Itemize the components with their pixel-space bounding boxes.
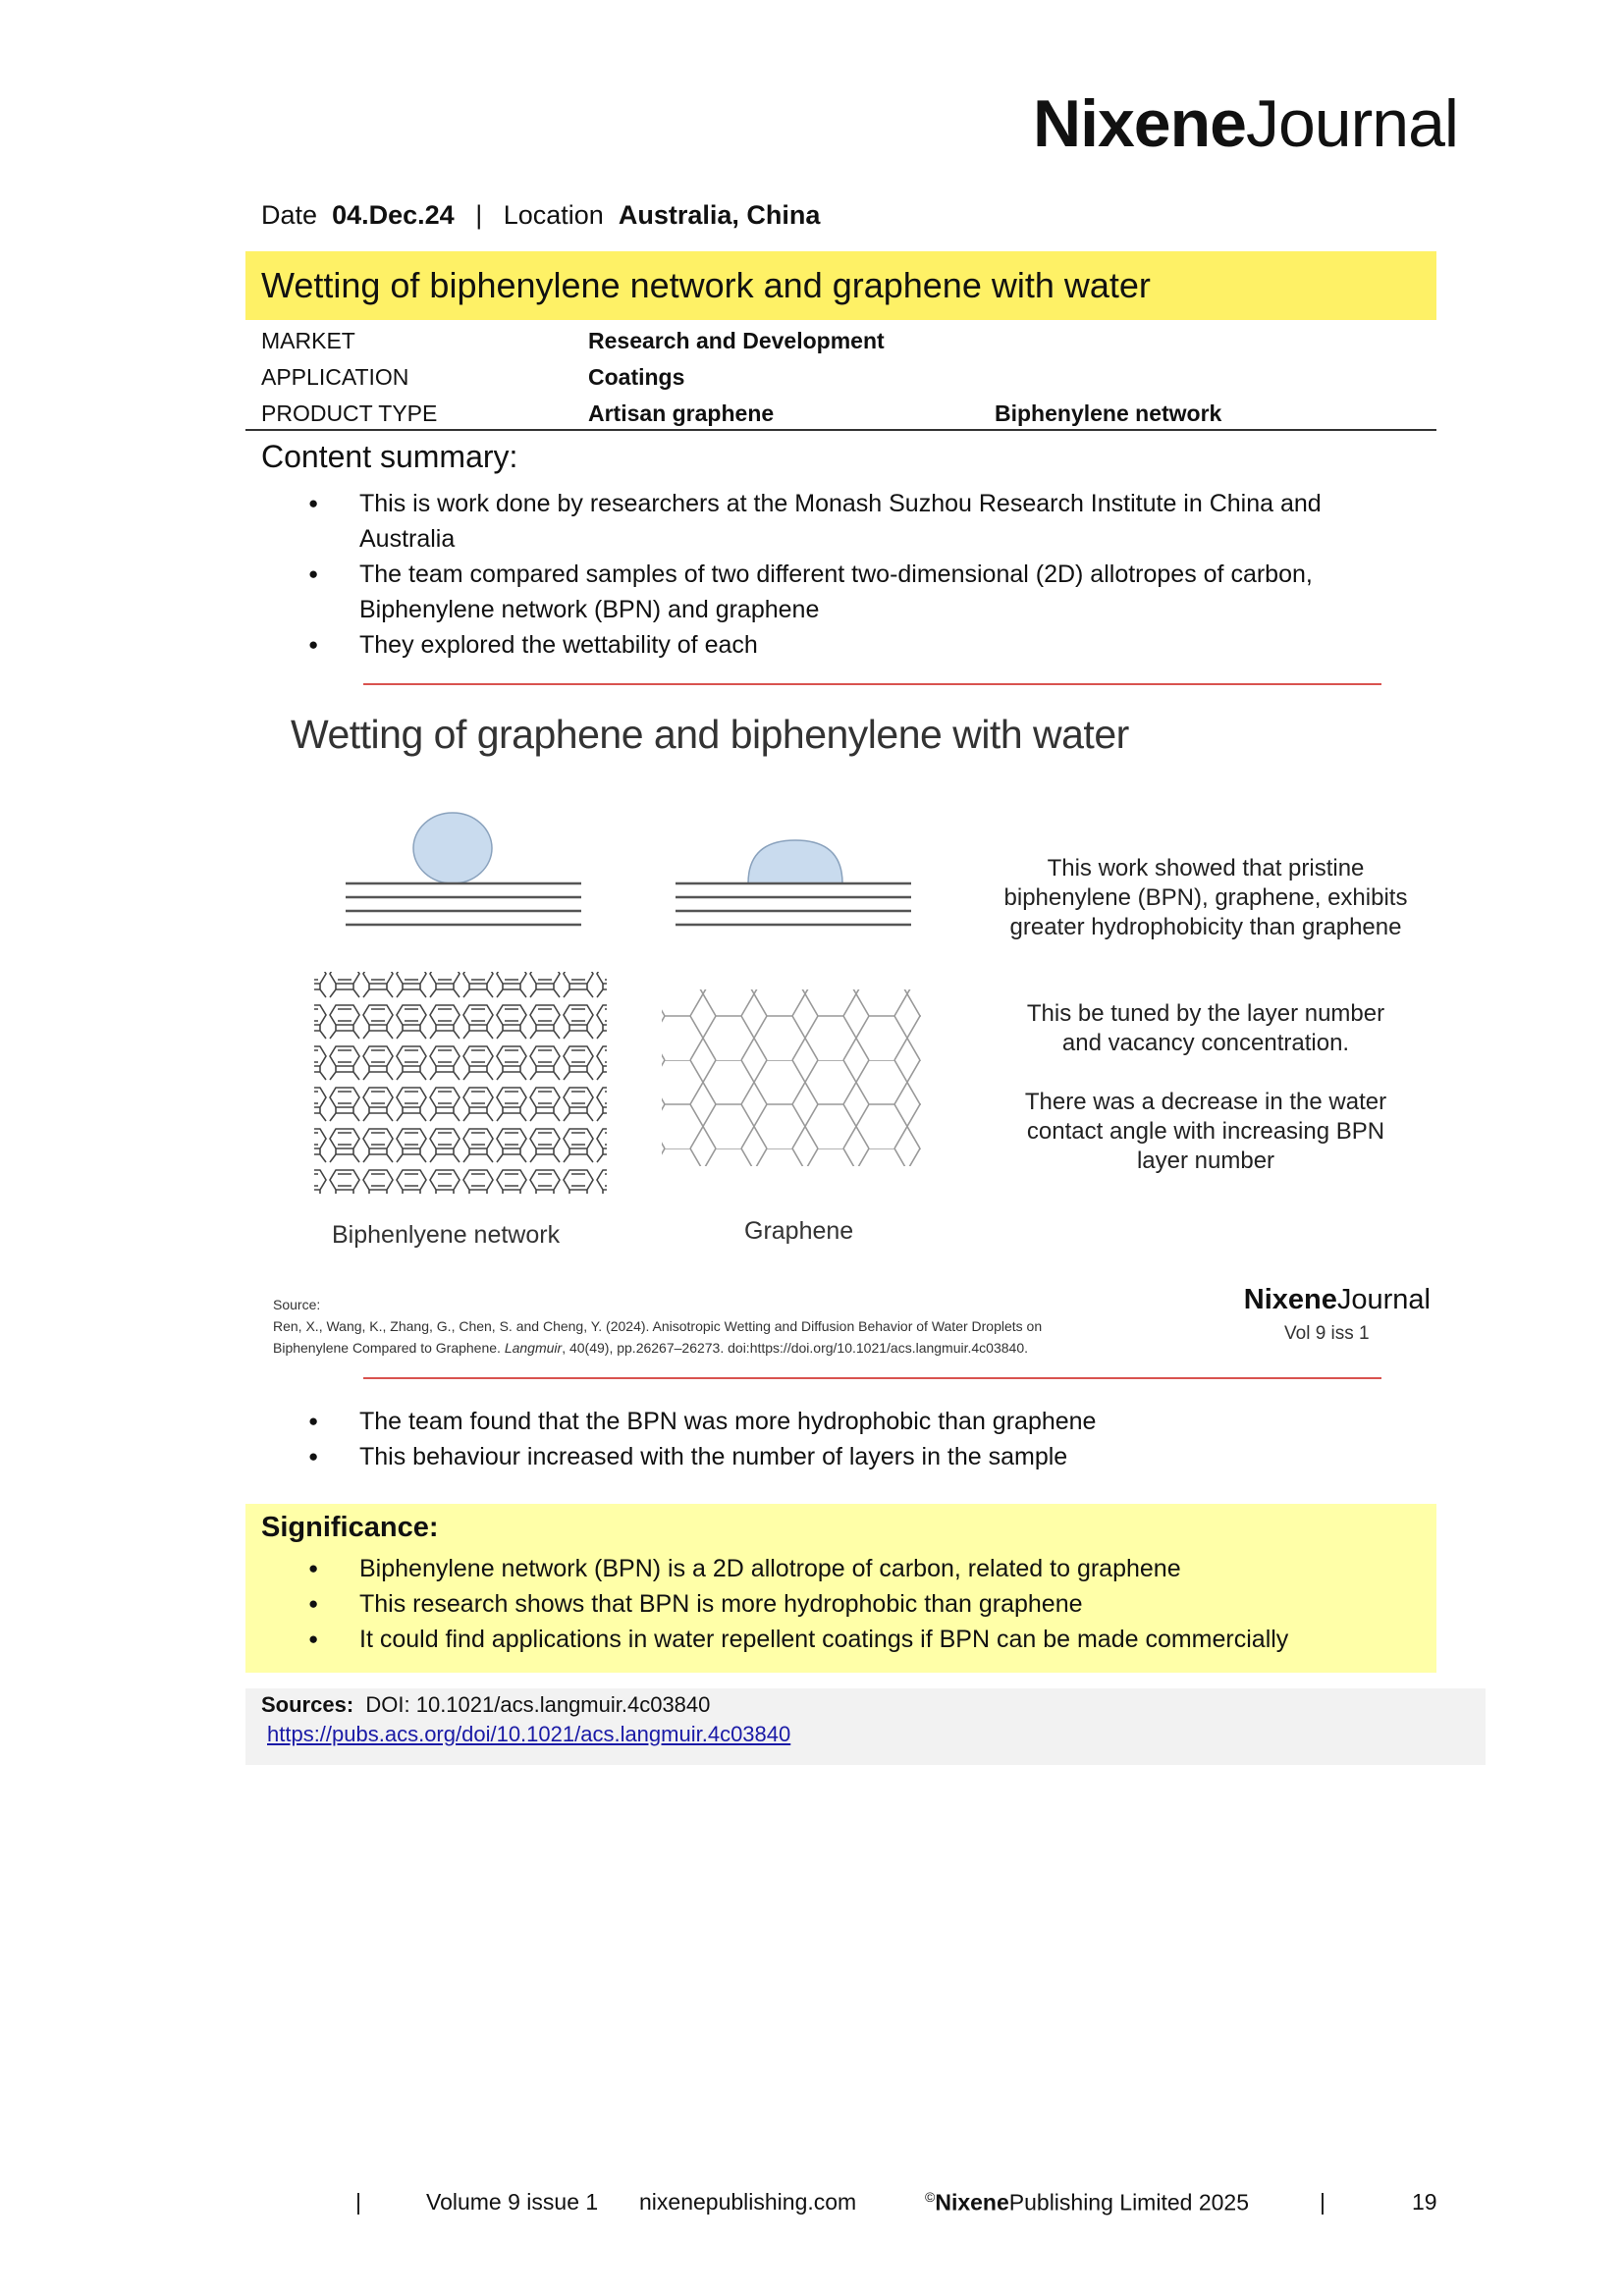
source-journal: Langmuir <box>504 1340 563 1356</box>
page-number: 19 <box>1412 2189 1437 2215</box>
note-line: greater hydrophobicity than graphene <box>1009 914 1402 940</box>
significance-item-text: Biphenylene network (BPN) is a 2D allotrope of carbon, related to graphene <box>359 1555 1181 1582</box>
summary-item-text-cont: Biphenylene network (BPN) and graphene <box>359 596 820 623</box>
findings-list <box>261 1404 1390 1474</box>
product-type-label: PRODUCT TYPE <box>261 400 438 426</box>
sources-doi: DOI: 10.1021/acs.langmuir.4c03840 <box>365 1692 711 1717</box>
footer-bar-left: | <box>355 2189 361 2215</box>
footer-bar-right: | <box>1320 2189 1325 2215</box>
meta-divider <box>245 429 1436 431</box>
figure-source-line2 <box>273 1337 1042 1359</box>
droplet-bpn <box>413 813 492 883</box>
source-title-part: Biphenylene Compared to Graphene. <box>273 1340 501 1356</box>
note-line: contact angle with increasing BPN <box>1026 1118 1385 1145</box>
figure-source <box>273 1294 1042 1359</box>
figure-note-2 <box>986 999 1426 1058</box>
figure-source-line1: Ren, X., Wang, K., Zhang, G., Chen, S. and Cheng, Y. (2024). Anisotropic Wetting and Diffusion Behavior of Water Droplets on <box>273 1318 1043 1334</box>
caption-graphene: Graphene <box>744 1217 854 1245</box>
finding-item-text: This behaviour increased with the number of layers in the sample <box>359 1443 1068 1470</box>
summary-item-text: This is work done by researchers at the Monash Suzhou Research Institute in China and <box>359 490 1322 517</box>
journal-masthead <box>1032 86 1458 161</box>
figure-illustration <box>295 795 962 1207</box>
content-summary-heading: Content summary: <box>261 439 518 474</box>
summary-item <box>261 627 1390 663</box>
note-line: layer number <box>1136 1148 1275 1174</box>
finding-item <box>261 1404 1390 1439</box>
footer-copyright <box>925 2189 1249 2216</box>
significance-list <box>261 1551 1390 1657</box>
market-label: MARKET <box>261 328 355 353</box>
meta-row-market <box>261 324 1436 360</box>
article-title: Wetting of biphenylene network and graphene with water <box>261 265 1151 305</box>
note-line: There was a decrease in the water <box>1024 1089 1387 1115</box>
caption-biphenylene-network: Biphenlyene network <box>332 1221 561 1249</box>
figure-volume: Vol 9 iss 1 <box>1284 1323 1370 1344</box>
graphene-lattice <box>662 989 921 1166</box>
figure-note-1 <box>986 854 1426 942</box>
location-label: Location <box>503 200 604 230</box>
footer-volume: Volume 9 issue 1 <box>426 2189 599 2215</box>
significance-box <box>245 1504 1436 1673</box>
note-line: and vacancy concentration. <box>1061 1030 1350 1056</box>
application-value: Coatings <box>588 364 685 390</box>
masthead-brand-regular: Journal <box>1245 86 1458 161</box>
finding-item <box>261 1439 1390 1474</box>
figure-source-label: Source: <box>273 1297 321 1312</box>
location-value: Australia, China <box>618 200 821 230</box>
summary-item-text: They explored the wettability of each <box>359 631 758 659</box>
note-line: This be tuned by the layer number <box>1026 1000 1385 1027</box>
summary-list <box>261 486 1390 663</box>
finding-item-text: The team found that the BPN was more hydrophobic than graphene <box>359 1408 1097 1435</box>
masthead-brand-bold: Nixene <box>1032 86 1246 161</box>
market-value: Research and Development <box>588 328 885 353</box>
footer-website: nixenepublishing.com <box>639 2189 857 2215</box>
sources-box <box>245 1688 1486 1765</box>
sources-label: Sources: <box>261 1692 354 1717</box>
product-type-value-2: Biphenylene network <box>995 400 1222 426</box>
figure-note-3 <box>986 1088 1426 1176</box>
figure-title: Wetting of graphene and biphenylene with water <box>291 712 1129 757</box>
sources-link[interactable]: https://pubs.acs.org/doi/10.1021/acs.langmuir.4c03840 <box>267 1722 791 1746</box>
article-title-bar <box>245 251 1436 320</box>
bpn-lattice <box>314 972 607 1194</box>
significance-heading: Significance: <box>261 1512 439 1543</box>
mini-brand-bold: Nixene <box>1243 1284 1337 1315</box>
sources-doi-line <box>261 1692 710 1718</box>
date-value: 04.Dec.24 <box>332 200 455 230</box>
copyright-symbol: © <box>925 2189 936 2205</box>
droplet-graphene <box>748 840 842 883</box>
date-label: Date <box>261 200 318 230</box>
mini-brand-regular: Journal <box>1336 1284 1431 1315</box>
significance-item-text: It could find applications in water repellent coatings if BPN can be made commercially <box>359 1626 1289 1653</box>
summary-item-text: The team compared samples of two different two-dimensional (2D) allotropes of carbon, <box>359 561 1313 588</box>
footer-publisher-bold: Nixene <box>935 2189 1009 2216</box>
product-type-value: Artisan graphene <box>588 400 775 426</box>
significance-item <box>261 1622 1390 1657</box>
figure-bottom-rule <box>363 1377 1381 1379</box>
graphene-layers <box>676 883 911 925</box>
summary-item-text-cont: Australia <box>359 525 456 553</box>
application-label: APPLICATION <box>261 364 409 390</box>
meta-table <box>261 324 1436 433</box>
dateline <box>261 200 820 231</box>
significance-item <box>261 1586 1390 1622</box>
bpn-layers <box>346 883 581 925</box>
meta-row-product-type <box>261 397 1436 433</box>
significance-item-text: This research shows that BPN is more hydrophobic than graphene <box>359 1590 1083 1618</box>
figure-mini-masthead <box>1244 1284 1431 1316</box>
dateline-separator: | <box>475 200 483 230</box>
summary-item <box>261 557 1390 627</box>
footer-publisher-rest: Publishing Limited 2025 <box>1008 2189 1249 2216</box>
source-citation-part: , 40(49), pp.26267–26273. doi:https://doi.org/10.1021/acs.langmuir.4c03840. <box>562 1340 1028 1356</box>
note-line: This work showed that pristine <box>1047 855 1365 881</box>
meta-row-application <box>261 360 1436 397</box>
summary-item <box>261 486 1390 557</box>
significance-item <box>261 1551 1390 1586</box>
figure-top-rule <box>363 683 1381 685</box>
note-line: biphenylene (BPN), graphene, exhibits <box>1003 884 1408 911</box>
